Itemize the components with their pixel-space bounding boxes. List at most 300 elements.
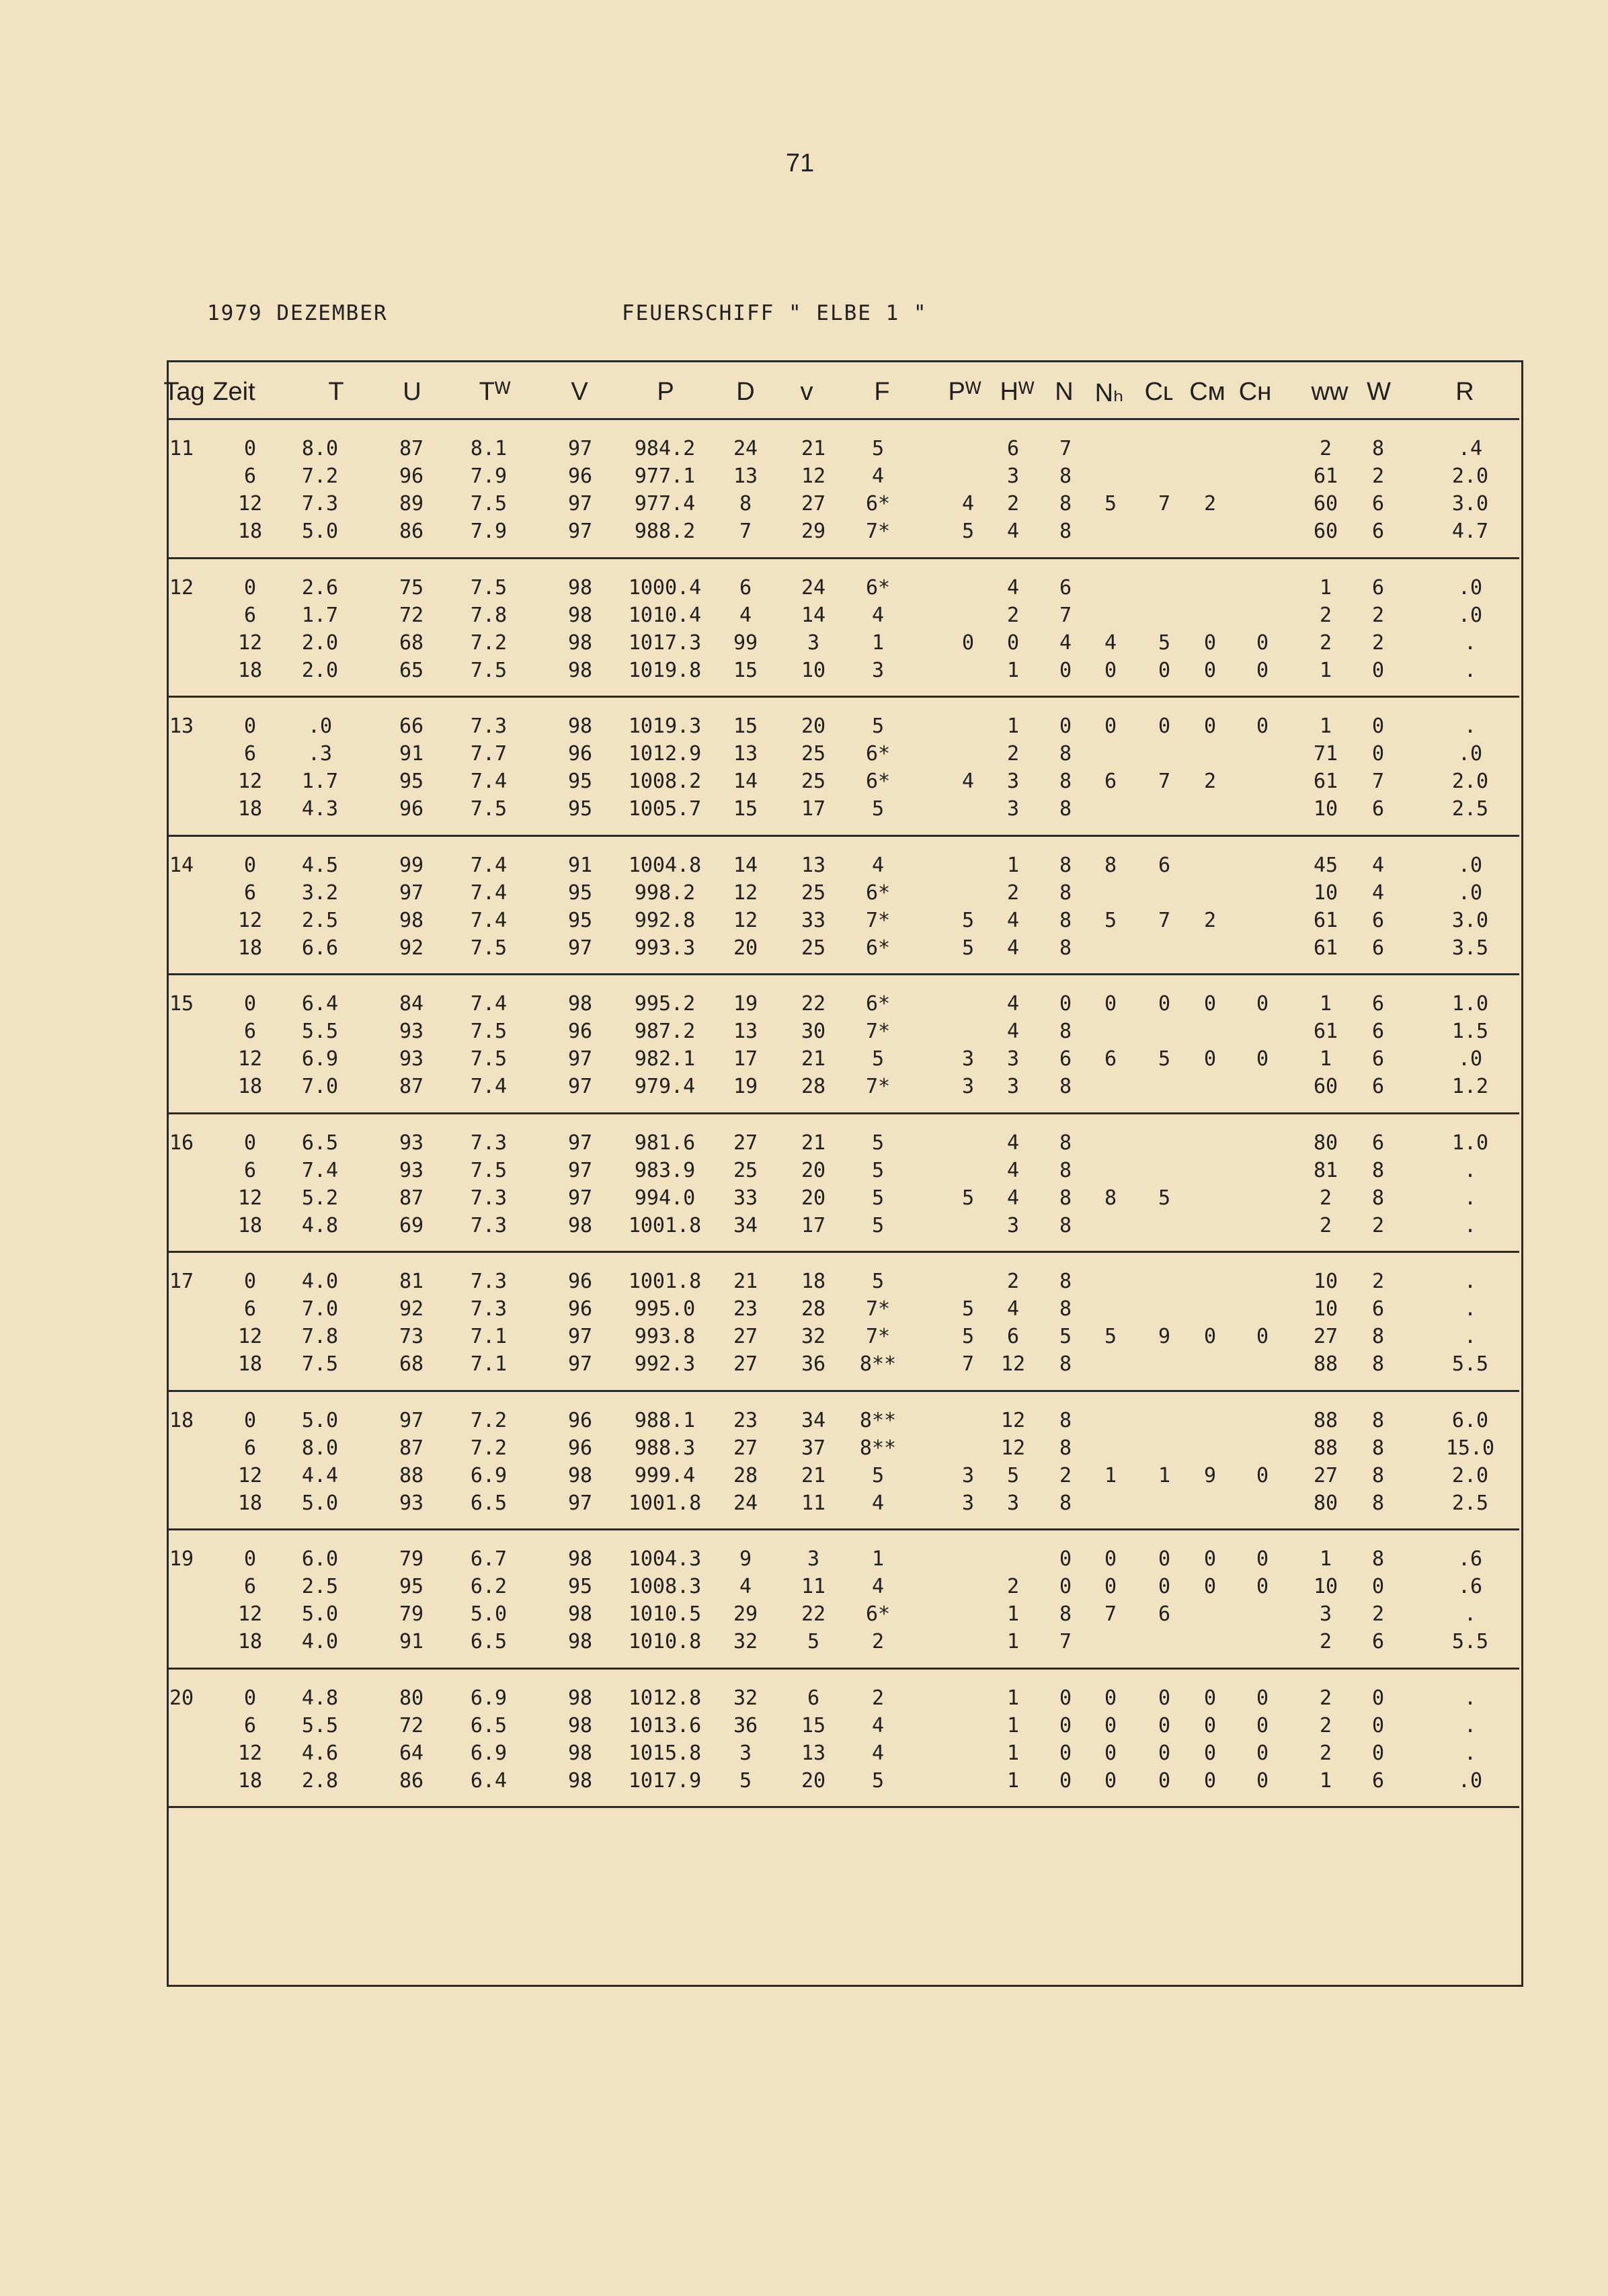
cell-n: 0 [1059, 1769, 1072, 1793]
day-label: 12 [169, 576, 194, 600]
cell-zeit: 18 [237, 797, 263, 821]
cell-n: 8 [1059, 1352, 1072, 1376]
cell-p: 982.1 [634, 1047, 696, 1071]
cell-f: 5 [871, 797, 885, 821]
cell-u: 95 [399, 1575, 424, 1598]
cell-t: 6.9 [301, 1047, 339, 1071]
cell-v: 20 [801, 714, 826, 738]
cell-w: 6 [1371, 1630, 1385, 1653]
cell-r: 15.0 [1445, 1436, 1495, 1460]
cell-hw: 6 [1006, 437, 1020, 460]
cell-ch: 0 [1256, 1769, 1269, 1793]
cell-ch: 0 [1256, 1547, 1269, 1571]
cell-tw: 7.5 [470, 1020, 508, 1043]
cell-w: 7 [1371, 770, 1385, 793]
cell-tw: 6.5 [470, 1630, 508, 1653]
day-label: 18 [169, 1409, 194, 1432]
cell-d: 17 [733, 1047, 758, 1071]
cell-v: 34 [801, 1409, 826, 1432]
cell-zeit: 12 [237, 631, 263, 655]
cell-u: 97 [399, 881, 424, 905]
cell-v: 21 [801, 1047, 826, 1071]
cell-tw: 7.4 [470, 1075, 508, 1098]
cell-v: 32 [801, 1325, 826, 1348]
cell-hw: 1 [1006, 659, 1020, 682]
cell-tw: 7.5 [470, 659, 508, 682]
cell-ch: 0 [1256, 1741, 1269, 1765]
cell-u: 93 [399, 1020, 424, 1043]
cell-w: 8 [1371, 1464, 1385, 1487]
cell-nh: 0 [1104, 992, 1117, 1016]
cell-v: 17 [801, 1214, 826, 1237]
cell-v: 97 [567, 1491, 593, 1515]
cell-ww: 88 [1313, 1436, 1338, 1460]
cell-n: 8 [1059, 936, 1072, 960]
cell-v: 95 [567, 881, 593, 905]
cell-r: 4.7 [1451, 520, 1489, 543]
cell-zeit: 0 [243, 992, 257, 1016]
cell-v: 98 [567, 992, 593, 1016]
cell-v: 33 [801, 909, 826, 932]
cell-tw: 7.9 [470, 520, 508, 543]
cell-cm: 2 [1203, 909, 1217, 932]
cell-u: 91 [399, 1630, 424, 1653]
day-label: 11 [169, 437, 194, 460]
cell-w: 8 [1371, 1352, 1385, 1376]
cell-n: 0 [1059, 1741, 1072, 1765]
cell-p: 994.0 [634, 1186, 696, 1210]
cell-n: 6 [1059, 1047, 1072, 1071]
cell-p: 1010.5 [628, 1602, 702, 1626]
cell-r: 2.0 [1451, 1464, 1489, 1487]
cell-d: 4 [739, 604, 752, 627]
col-header-r: R [1455, 378, 1474, 406]
cell-r: . [1463, 1214, 1477, 1237]
cell-tw: 7.5 [470, 1047, 508, 1071]
cell-u: 84 [399, 992, 424, 1016]
cell-p: 983.9 [634, 1159, 696, 1182]
cell-p: 1010.4 [628, 604, 702, 627]
cell-w: 2 [1371, 1270, 1385, 1293]
cell-t: 5.2 [301, 1186, 339, 1210]
cell-w: 0 [1371, 742, 1385, 766]
cell-r: 5.5 [1451, 1630, 1489, 1653]
day-divider [168, 835, 1519, 837]
col-header-tag: Tag [163, 378, 205, 406]
col-header-cl: Cʟ [1144, 378, 1174, 406]
cell-cl: 1 [1158, 1464, 1171, 1487]
cell-f: 8** [859, 1409, 897, 1432]
cell-t: .0 [307, 714, 333, 738]
cell-hw: 3 [1006, 770, 1020, 793]
cell-v: 98 [567, 1714, 593, 1737]
cell-cm: 9 [1203, 1464, 1217, 1487]
cell-cl: 5 [1158, 1186, 1171, 1210]
cell-p: 993.8 [634, 1325, 696, 1348]
cell-w: 0 [1371, 1741, 1385, 1765]
cell-hw: 3 [1006, 464, 1020, 488]
cell-p: 984.2 [634, 437, 696, 460]
cell-v: 18 [801, 1270, 826, 1293]
cell-ww: 60 [1313, 492, 1338, 516]
cell-u: 80 [399, 1686, 424, 1710]
cell-t: 7.8 [301, 1325, 339, 1348]
cell-v: 25 [801, 881, 826, 905]
cell-f: 4 [871, 1491, 885, 1515]
col-header-zeit: Zeit [212, 378, 255, 406]
cell-hw: 4 [1006, 520, 1020, 543]
cell-nh: 0 [1104, 1547, 1117, 1571]
col-header-t: T [328, 378, 344, 406]
cell-ww: 10 [1313, 1297, 1338, 1321]
cell-p: 1001.8 [628, 1214, 702, 1237]
cell-f: 4 [871, 604, 885, 627]
cell-v: 29 [801, 520, 826, 543]
cell-nh: 7 [1104, 1602, 1117, 1626]
cell-cm: 0 [1203, 1047, 1217, 1071]
cell-d: 23 [733, 1409, 758, 1432]
cell-zeit: 12 [237, 492, 263, 516]
cell-hw: 0 [1006, 631, 1020, 655]
cell-ch: 0 [1256, 714, 1269, 738]
cell-n: 7 [1059, 604, 1072, 627]
cell-p: 1019.3 [628, 714, 702, 738]
cell-p: 977.1 [634, 464, 696, 488]
cell-cl: 0 [1158, 1714, 1171, 1737]
cell-d: 29 [733, 1602, 758, 1626]
cell-p: 1012.9 [628, 742, 702, 766]
cell-ch: 0 [1256, 1686, 1269, 1710]
cell-cm: 2 [1203, 770, 1217, 793]
cell-zeit: 12 [237, 1464, 263, 1487]
cell-r: 2.5 [1451, 797, 1489, 821]
cell-n: 8 [1059, 492, 1072, 516]
cell-w: 0 [1371, 659, 1385, 682]
cell-nh: 0 [1104, 1714, 1117, 1737]
cell-f: 5 [871, 1047, 885, 1071]
cell-u: 93 [399, 1491, 424, 1515]
cell-w: 2 [1371, 604, 1385, 627]
cell-n: 8 [1059, 1214, 1072, 1237]
cell-p: 992.3 [634, 1352, 696, 1376]
cell-zeit: 18 [237, 520, 263, 543]
cell-u: 93 [399, 1159, 424, 1182]
cell-hw: 1 [1006, 1630, 1020, 1653]
cell-d: 21 [733, 1270, 758, 1293]
cell-v: 17 [801, 797, 826, 821]
cell-p: 995.0 [634, 1297, 696, 1321]
cell-zeit: 12 [237, 770, 263, 793]
cell-w: 6 [1371, 1047, 1385, 1071]
cell-zeit: 12 [237, 909, 263, 932]
cell-r: .0 [1457, 1047, 1483, 1071]
cell-f: 5 [871, 1159, 885, 1182]
cell-u: 64 [399, 1741, 424, 1765]
cell-n: 8 [1059, 881, 1072, 905]
cell-pw: 4 [961, 492, 975, 516]
cell-ww: 3 [1319, 1602, 1332, 1626]
cell-u: 99 [399, 854, 424, 877]
cell-r: . [1463, 659, 1477, 682]
cell-t: 8.0 [301, 1436, 339, 1460]
cell-cl: 5 [1158, 631, 1171, 655]
cell-ww: 61 [1313, 1020, 1338, 1043]
cell-nh: 1 [1104, 1464, 1117, 1487]
cell-v: 98 [567, 576, 593, 600]
cell-v: 11 [801, 1491, 826, 1515]
cell-t: 7.4 [301, 1159, 339, 1182]
cell-v: 98 [567, 1214, 593, 1237]
cell-ww: 2 [1319, 1714, 1332, 1737]
cell-t: 4.0 [301, 1630, 339, 1653]
cell-r: 5.5 [1451, 1352, 1489, 1376]
cell-d: 5 [739, 1769, 752, 1793]
cell-nh: 0 [1104, 1741, 1117, 1765]
cell-cl: 0 [1158, 1686, 1171, 1710]
cell-hw: 3 [1006, 1491, 1020, 1515]
cell-cm: 0 [1203, 1741, 1217, 1765]
cell-tw: 7.7 [470, 742, 508, 766]
cell-r: . [1463, 1686, 1477, 1710]
cell-v: 3 [807, 631, 820, 655]
cell-v: 97 [567, 520, 593, 543]
day-label: 16 [169, 1131, 194, 1155]
cell-f: 8** [859, 1436, 897, 1460]
cell-r: .6 [1457, 1575, 1483, 1598]
cell-r: . [1463, 1714, 1477, 1737]
cell-hw: 12 [1000, 1352, 1026, 1376]
cell-cl: 0 [1158, 992, 1171, 1016]
cell-d: 6 [739, 576, 752, 600]
cell-t: 7.0 [301, 1297, 339, 1321]
cell-t: 2.5 [301, 1575, 339, 1598]
cell-cm: 0 [1203, 1686, 1217, 1710]
cell-t: 4.3 [301, 797, 339, 821]
cell-tw: 7.4 [470, 881, 508, 905]
cell-v: 25 [801, 742, 826, 766]
cell-w: 6 [1371, 576, 1385, 600]
cell-nh: 0 [1104, 1686, 1117, 1710]
cell-zeit: 18 [237, 1214, 263, 1237]
cell-tw: 6.7 [470, 1547, 508, 1571]
day-divider [168, 1251, 1519, 1253]
cell-u: 81 [399, 1270, 424, 1293]
cell-f: 2 [871, 1630, 885, 1653]
cell-pw: 5 [961, 936, 975, 960]
header-station: FEUERSCHIFF " ELBE 1 " [622, 301, 928, 325]
cell-tw: 7.5 [470, 797, 508, 821]
cell-pw: 5 [961, 520, 975, 543]
cell-pw: 7 [961, 1352, 975, 1376]
cell-t: 4.4 [301, 1464, 339, 1487]
cell-cm: 0 [1203, 714, 1217, 738]
cell-n: 0 [1059, 714, 1072, 738]
cell-u: 96 [399, 797, 424, 821]
cell-w: 6 [1371, 1297, 1385, 1321]
cell-r: . [1463, 1186, 1477, 1210]
day-label: 17 [169, 1270, 194, 1293]
cell-ww: 61 [1313, 936, 1338, 960]
cell-ch: 0 [1256, 1714, 1269, 1737]
cell-hw: 1 [1006, 1714, 1020, 1737]
cell-tw: 6.9 [470, 1741, 508, 1765]
cell-d: 19 [733, 992, 758, 1016]
cell-cm: 0 [1203, 1575, 1217, 1598]
cell-v: 98 [567, 1464, 593, 1487]
cell-f: 8** [859, 1352, 897, 1376]
cell-ww: 81 [1313, 1159, 1338, 1182]
cell-n: 8 [1059, 464, 1072, 488]
cell-n: 4 [1059, 631, 1072, 655]
cell-ww: 60 [1313, 520, 1338, 543]
cell-zeit: 12 [237, 1602, 263, 1626]
cell-v: 28 [801, 1075, 826, 1098]
cell-n: 6 [1059, 576, 1072, 600]
cell-n: 0 [1059, 659, 1072, 682]
cell-n: 0 [1059, 1575, 1072, 1598]
cell-r: 6.0 [1451, 1409, 1489, 1432]
cell-n: 8 [1059, 1131, 1072, 1155]
cell-ww: 10 [1313, 1575, 1338, 1598]
cell-ww: 2 [1319, 1186, 1332, 1210]
cell-v: 20 [801, 1159, 826, 1182]
cell-v: 22 [801, 992, 826, 1016]
cell-cm: 0 [1203, 659, 1217, 682]
cell-r: . [1463, 631, 1477, 655]
cell-v: 20 [801, 1186, 826, 1210]
cell-nh: 5 [1104, 492, 1117, 516]
cell-ch: 0 [1256, 1325, 1269, 1348]
cell-zeit: 12 [237, 1741, 263, 1765]
cell-ww: 1 [1319, 1769, 1332, 1793]
cell-u: 96 [399, 464, 424, 488]
cell-ch: 0 [1256, 1575, 1269, 1598]
col-header-nh: Nₕ [1094, 379, 1124, 407]
cell-p: 998.2 [634, 881, 696, 905]
cell-cl: 7 [1158, 492, 1171, 516]
cell-f: 6* [865, 992, 891, 1016]
cell-w: 6 [1371, 1769, 1385, 1793]
cell-ww: 2 [1319, 604, 1332, 627]
cell-cm: 0 [1203, 1325, 1217, 1348]
cell-hw: 1 [1006, 1686, 1020, 1710]
cell-n: 8 [1059, 1409, 1072, 1432]
cell-cl: 6 [1158, 854, 1171, 877]
cell-f: 4 [871, 1714, 885, 1737]
col-header-hw: Hᵂ [1000, 378, 1035, 406]
cell-v: 97 [567, 492, 593, 516]
cell-nh: 8 [1104, 854, 1117, 877]
cell-pw: 5 [961, 909, 975, 932]
cell-nh: 0 [1104, 1769, 1117, 1793]
cell-r: . [1463, 714, 1477, 738]
cell-tw: 7.4 [470, 854, 508, 877]
day-label: 15 [169, 992, 194, 1016]
cell-ch: 0 [1256, 992, 1269, 1016]
cell-f: 1 [871, 631, 885, 655]
day-divider [168, 557, 1519, 559]
cell-w: 8 [1371, 1325, 1385, 1348]
cell-t: 4.0 [301, 1270, 339, 1293]
cell-d: 28 [733, 1464, 758, 1487]
cell-u: 92 [399, 1297, 424, 1321]
cell-d: 27 [733, 1436, 758, 1460]
cell-r: 1.5 [1451, 1020, 1489, 1043]
day-divider [168, 1390, 1519, 1392]
cell-cl: 0 [1158, 1741, 1171, 1765]
cell-p: 1008.3 [628, 1575, 702, 1598]
cell-ww: 1 [1319, 659, 1332, 682]
cell-w: 6 [1371, 492, 1385, 516]
cell-t: 4.8 [301, 1214, 339, 1237]
cell-zeit: 6 [243, 1159, 257, 1182]
cell-v: 11 [801, 1575, 826, 1598]
cell-f: 3 [871, 659, 885, 682]
cell-w: 0 [1371, 1686, 1385, 1710]
cell-p: 1000.4 [628, 576, 702, 600]
cell-v: 98 [567, 1769, 593, 1793]
cell-pw: 5 [961, 1325, 975, 1348]
cell-pw: 3 [961, 1047, 975, 1071]
cell-f: 7* [865, 1075, 891, 1098]
cell-hw: 3 [1006, 1214, 1020, 1237]
cell-v: 21 [801, 437, 826, 460]
cell-zeit: 6 [243, 1436, 257, 1460]
cell-nh: 0 [1104, 714, 1117, 738]
cell-v: 25 [801, 770, 826, 793]
cell-f: 5 [871, 1464, 885, 1487]
cell-r: 2.0 [1451, 464, 1489, 488]
cell-zeit: 0 [243, 576, 257, 600]
cell-tw: 7.2 [470, 1409, 508, 1432]
cell-t: 6.0 [301, 1547, 339, 1571]
cell-hw: 1 [1006, 854, 1020, 877]
cell-hw: 3 [1006, 1047, 1020, 1071]
cell-f: 6* [865, 770, 891, 793]
cell-v: 96 [567, 1409, 593, 1432]
cell-ww: 10 [1313, 881, 1338, 905]
cell-p: 995.2 [634, 992, 696, 1016]
cell-u: 92 [399, 936, 424, 960]
header-year-month: 1979 DEZEMBER [207, 301, 388, 325]
col-header-pw: Pᵂ [948, 378, 981, 406]
cell-w: 6 [1371, 1131, 1385, 1155]
cell-nh: 0 [1104, 659, 1117, 682]
cell-zeit: 0 [243, 437, 257, 460]
cell-f: 5 [871, 714, 885, 738]
cell-d: 27 [733, 1131, 758, 1155]
cell-v: 21 [801, 1131, 826, 1155]
cell-r: .0 [1457, 604, 1483, 627]
day-label: 14 [169, 854, 194, 877]
cell-cl: 7 [1158, 770, 1171, 793]
cell-hw: 2 [1006, 1575, 1020, 1598]
cell-d: 15 [733, 714, 758, 738]
cell-f: 2 [871, 1686, 885, 1710]
cell-cm: 0 [1203, 992, 1217, 1016]
cell-n: 8 [1059, 1159, 1072, 1182]
cell-d: 99 [733, 631, 758, 655]
cell-hw: 2 [1006, 1270, 1020, 1293]
cell-ww: 61 [1313, 909, 1338, 932]
cell-zeit: 0 [243, 1131, 257, 1155]
cell-f: 5 [871, 1186, 885, 1210]
cell-v: 3 [807, 1547, 820, 1571]
cell-v: 24 [801, 576, 826, 600]
cell-d: 19 [733, 1075, 758, 1098]
cell-zeit: 6 [243, 1575, 257, 1598]
cell-ch: 0 [1256, 631, 1269, 655]
